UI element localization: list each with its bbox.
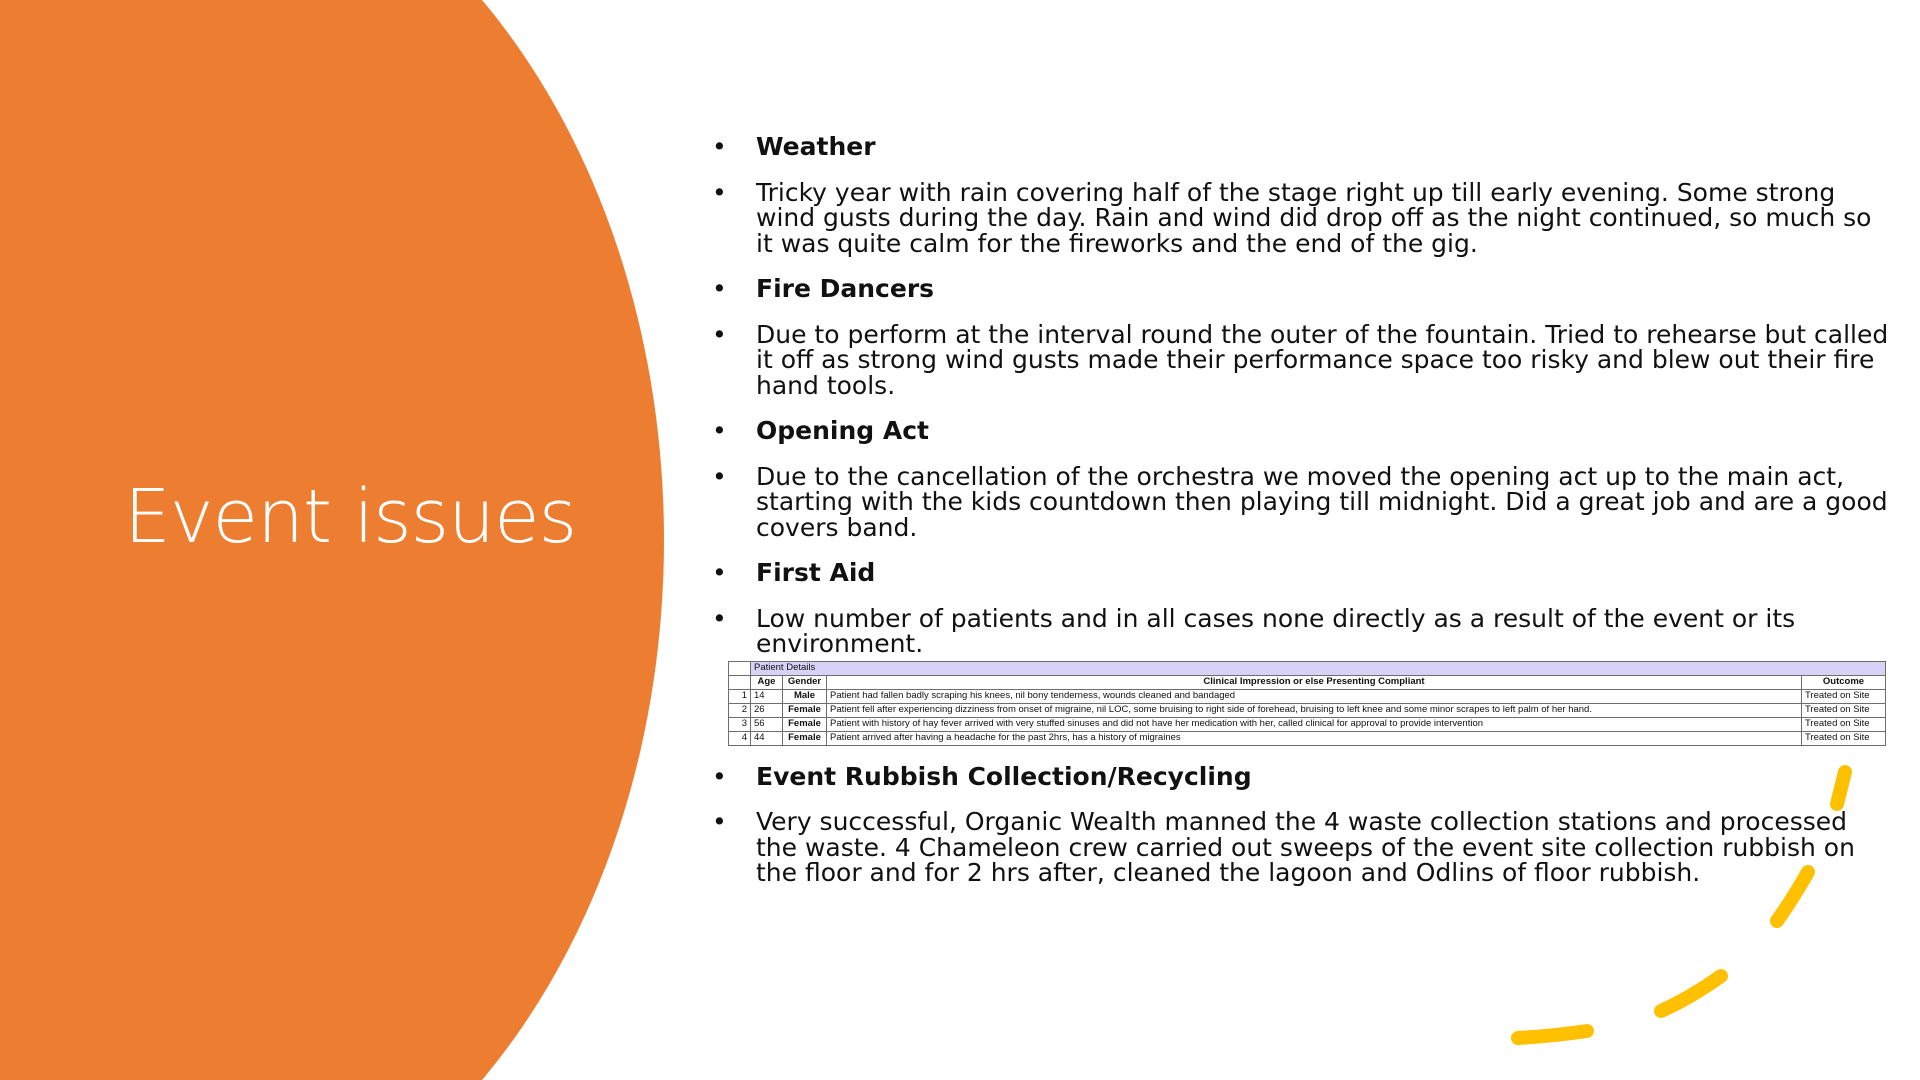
age-cell: 26 xyxy=(751,703,783,717)
section-heading-text: Weather xyxy=(756,132,876,161)
bullet-icon: • xyxy=(712,461,727,491)
section-body-text: Due to perform at the interval round the outer of the fountain. Tried to rehearse but called it off as strong wind gusts made their performance space too risky and blew out their fire hand tools. xyxy=(756,319,1889,400)
section-heading-fire-dancers xyxy=(712,276,1892,302)
bullet-icon: • xyxy=(712,416,727,445)
table-title-row xyxy=(729,661,1886,675)
gender-cell: Female xyxy=(783,717,827,731)
impression-cell: Patient arrived after having a headache for the past 2hrs, has a history of migraines xyxy=(827,731,1802,745)
section-heading-rubbish xyxy=(712,761,1892,791)
table-row xyxy=(729,689,1886,703)
section-body-text: Very successful, Organic Wealth manned the 4 waste collection stations and processed the waste. 4 Chameleon crew carried out sweeps of the event site collection rubbish on the floor and for 2 hrs after, cleaned the lagoon and Odlins of floor rubbish. xyxy=(756,807,1855,887)
column-header-impression: Clinical Impression or else Presenting Compliant xyxy=(827,675,1802,689)
gender-cell: Male xyxy=(783,689,827,703)
column-header-outcome: Outcome xyxy=(1801,675,1885,689)
section-body-text: Due to the cancellation of the orchestra we moved the opening act up to the main act, starting with the kids countdown then playing till midnight. Did a great job and are a good covers band. xyxy=(756,461,1888,542)
impression-cell: Patient with history of hay fever arrived with very stuffed sinuses and did not have her medication with her, called clinical for approval to provide intervention xyxy=(827,717,1802,731)
dash-segment xyxy=(1518,1031,1587,1038)
section-heading-opening-act xyxy=(712,418,1892,444)
age-cell: 44 xyxy=(751,731,783,745)
section-body-text: Tricky year with rain covering half of the stage right up till early evening. Some strong wind gusts during the day. Rain and wind did drop off as the night continued, so much so it was quite calm for the fireworks and the end of the gig. xyxy=(756,177,1872,258)
column-header-gender: Gender xyxy=(783,675,827,689)
bullet-icon: • xyxy=(712,807,727,836)
gender-cell: Female xyxy=(783,703,827,717)
section-text-rubbish xyxy=(712,809,1892,886)
outcome-cell: Treated on Site xyxy=(1801,717,1885,731)
bullet-icon: • xyxy=(712,558,727,587)
section-body-text: Low number of patients and in all cases none directly as a result of the event or its environment. xyxy=(756,603,1796,658)
section-heading-text: Opening Act xyxy=(756,416,929,445)
bullet-icon: • xyxy=(712,761,727,791)
bullet-icon: • xyxy=(712,177,727,207)
section-text-weather xyxy=(712,177,1892,258)
bullet-icon: • xyxy=(712,274,727,303)
column-header-row-number xyxy=(729,675,751,689)
outcome-cell: Treated on Site xyxy=(1801,731,1885,745)
section-text-first-aid xyxy=(712,603,1892,658)
outcome-cell: Treated on Site xyxy=(1801,703,1885,717)
section-text-fire-dancers xyxy=(712,319,1892,400)
patient-details-title: Patient Details xyxy=(751,661,1886,675)
dash-segment xyxy=(1661,976,1721,1011)
section-heading-text: Event Rubbish Collection/Recycling xyxy=(756,761,1252,791)
age-cell: 14 xyxy=(751,689,783,703)
patient-details-table-image xyxy=(728,661,1886,746)
impression-cell: Patient fell after experiencing dizziness from onset of migraine, nil LOC, some bruising to right side of forehead, bruising to left knee and some minor scrapes to left palm of her hand. xyxy=(827,703,1802,717)
patient-details-table xyxy=(728,661,1886,746)
outcome-cell: Treated on Site xyxy=(1801,689,1885,703)
gender-cell: Female xyxy=(783,731,827,745)
row-number: 1 xyxy=(729,689,751,703)
section-heading-weather xyxy=(712,134,1892,160)
row-number: 4 xyxy=(729,731,751,745)
age-cell: 56 xyxy=(751,717,783,731)
table-row xyxy=(729,717,1886,731)
table-row xyxy=(729,703,1886,717)
section-text-opening-act xyxy=(712,461,1892,542)
bullet-icon: • xyxy=(712,603,727,633)
bullet-icon: • xyxy=(712,132,727,161)
content-area xyxy=(712,134,1892,906)
section-heading-text: First Aid xyxy=(756,558,876,587)
slide-title: Event issues xyxy=(124,474,577,560)
section-heading-first-aid xyxy=(712,560,1892,586)
impression-cell: Patient had fallen badly scraping his knees, nil bony tenderness, wounds cleaned and bandaged xyxy=(827,689,1802,703)
row-number: 3 xyxy=(729,717,751,731)
table-header-row xyxy=(729,675,1886,689)
section-heading-text: Fire Dancers xyxy=(756,274,935,303)
table-row xyxy=(729,731,1886,745)
column-header-age: Age xyxy=(751,675,783,689)
row-number: 2 xyxy=(729,703,751,717)
bullet-icon: • xyxy=(712,319,727,349)
table-corner-cell xyxy=(729,661,751,675)
